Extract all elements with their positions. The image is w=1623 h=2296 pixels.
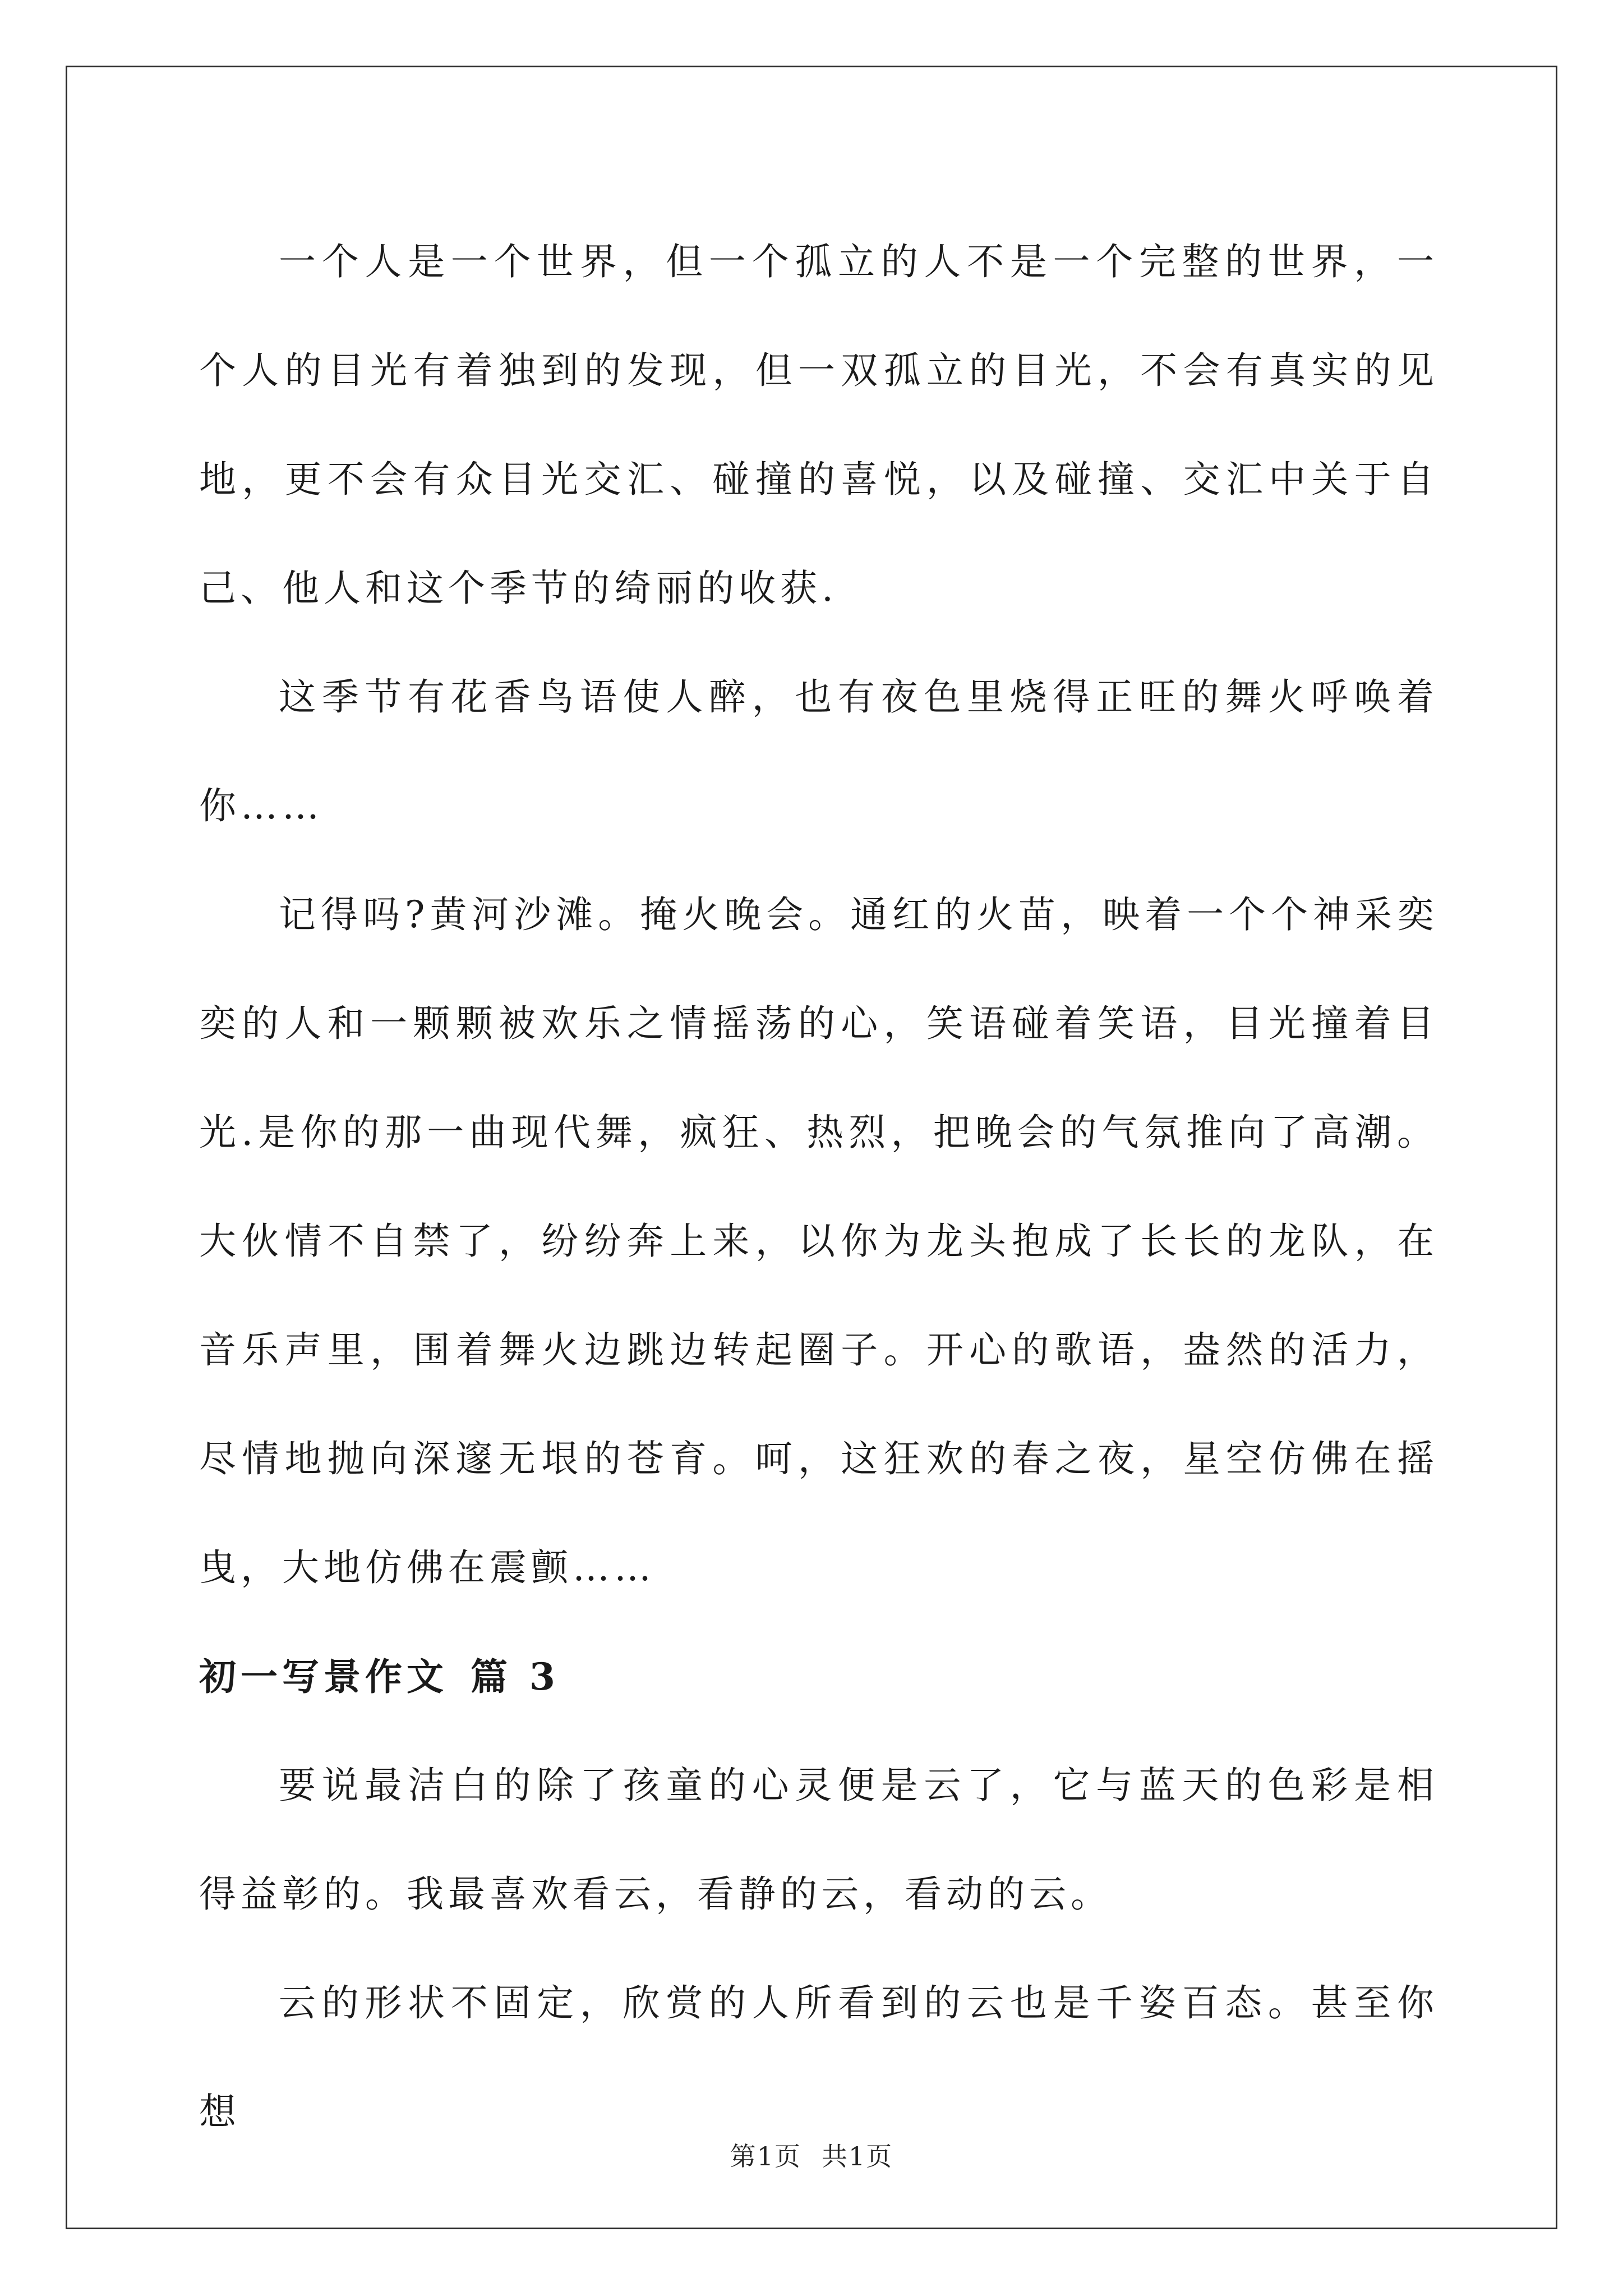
page-footer	[0, 2136, 1623, 2173]
page-number-total: 共1页	[822, 2141, 893, 2171]
paragraph-4: 要说最洁白的除了孩童的心灵便是云了，它与蓝天的色彩是相得益彰的。我最喜欢看云，看静的云，看动的云。	[199, 1764, 1438, 1916]
paragraph-2: 这季节有花香鸟语使人醉，也有夜色里烧得正旺的舞火呼唤着你……	[199, 675, 1438, 827]
section-label: 篇 3	[471, 1655, 560, 1699]
page-number-current: 第1页	[730, 2141, 801, 2171]
document-body	[199, 208, 1438, 2166]
section-heading	[199, 1622, 1438, 1731]
paragraph-5: 云的形状不固定，欣赏的人所看到的云也是千姿百态。甚至你想	[199, 1981, 1438, 2133]
paragraph-3: 记得吗?黄河沙滩。掩火晚会。通红的火苗，映着一个个神采奕奕的人和一颗颗被欢乐之情摇荡的心，笑语碰着笑语，目光撞着目光.是你的那一曲现代舞，疯狂、热烈，把晚会的气氛推向了高潮。大伙情不自禁了，纷纷奔上来，以你为龙头抱成了长长的龙队，在音乐声里，围着舞火边跳边转起圈子。开心的歌语，盎然的活力，尽情地抛向深邃无垠的苍育。呵，这狂欢的春之夜，星空仿佛在摇曳，大地仿佛在震颤……	[199, 893, 1438, 1589]
paragraph-1: 一个人是一个世界，但一个孤立的人不是一个完整的世界，一个人的目光有着独到的发现，但一双孤立的目光，不会有真实的见地，更不会有众目光交汇、碰撞的喜悦，以及碰撞、交汇中关于自己、他人和这个季节的绮丽的收获.	[199, 240, 1438, 610]
section-title: 初一写景作文	[199, 1655, 448, 1699]
